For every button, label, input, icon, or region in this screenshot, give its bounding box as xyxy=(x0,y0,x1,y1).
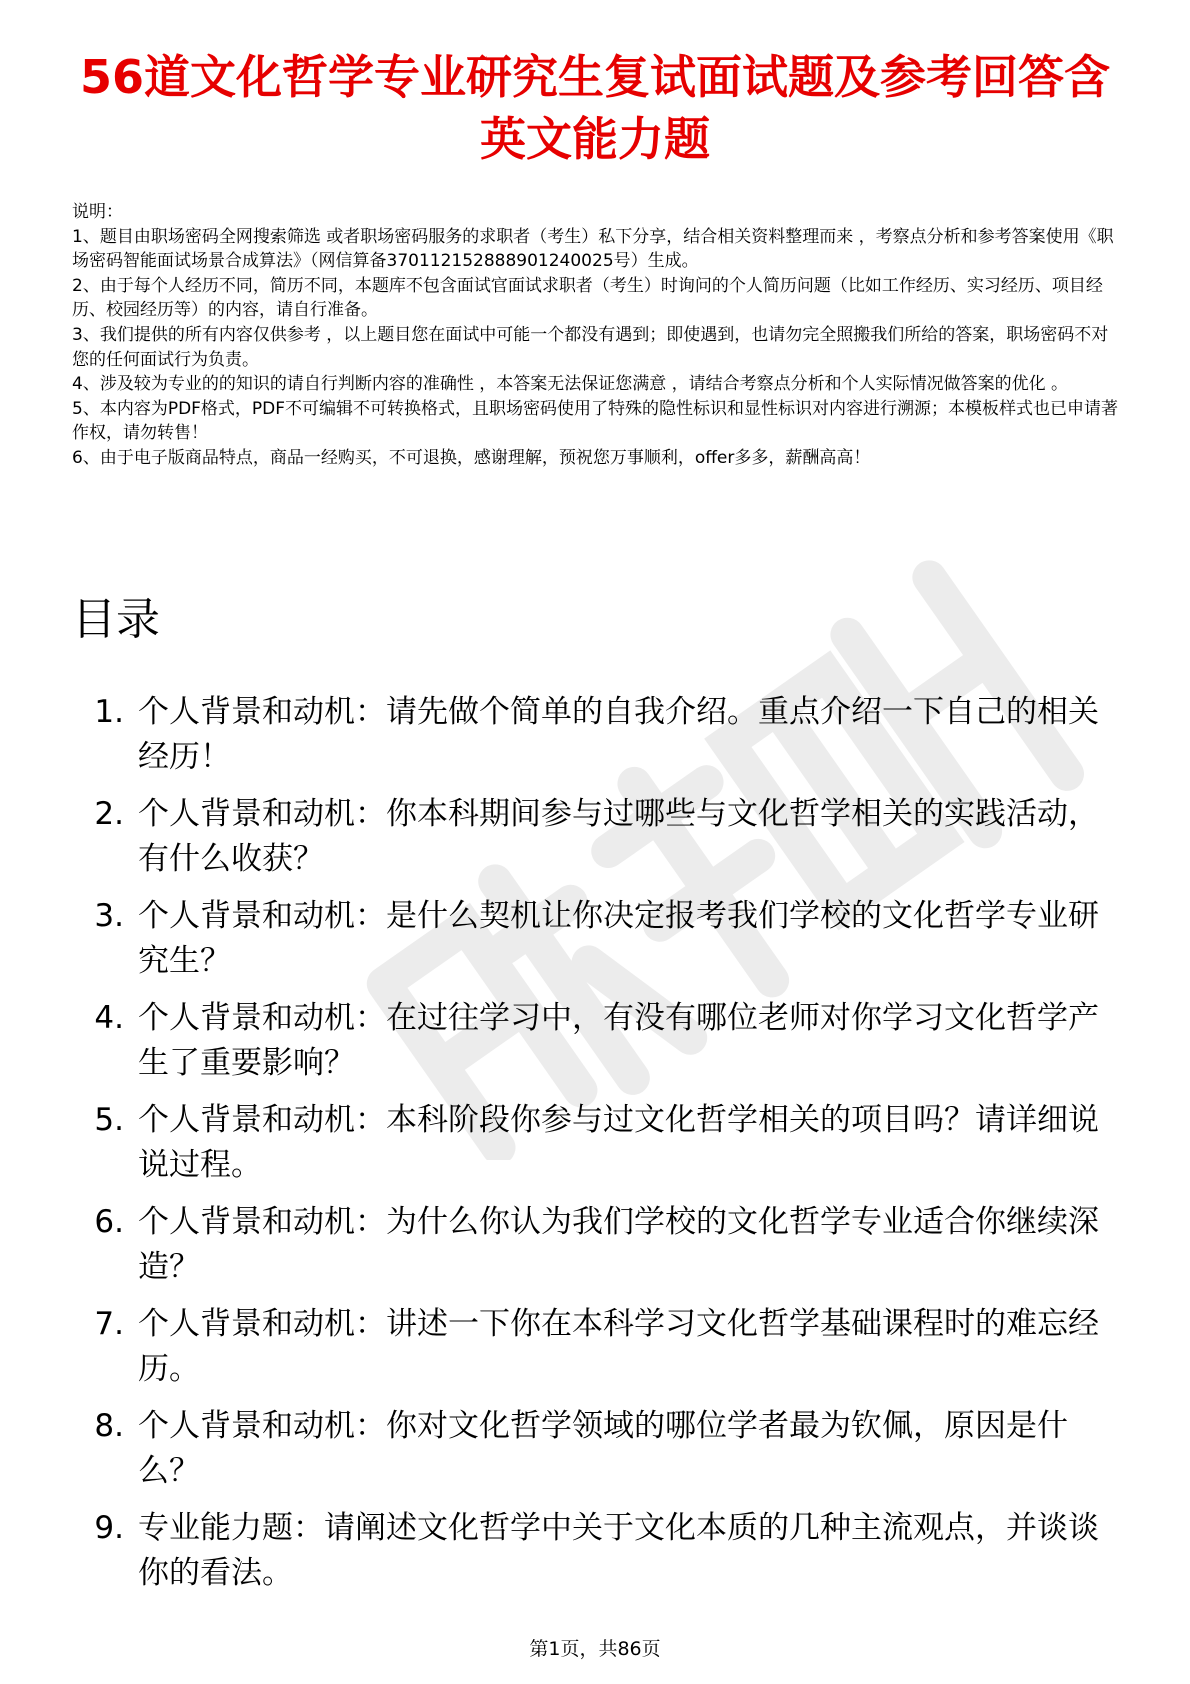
notes-heading: 说明： xyxy=(72,202,123,222)
note-item: 1、题目由职场密码全网搜索筛选 或者职场密码服务的求职者（考生）私下分享，结合相关资料整理而来 ，考察点分析和参考答案使用《职场密码智能面试场景合成算法》（网信算备370112152888901240025号）生成。 xyxy=(72,226,1114,272)
note-item: 2、由于每个人经历不同，简历不同，本题库不包含面试官面试求职者（考生）时询问的个人简历问题（比如工作经历、实习经历、项目经历、校园经历等）的内容，请自行准备。 xyxy=(72,275,1103,321)
toc-item-number: 1. xyxy=(94,694,124,730)
toc-item-number: 8. xyxy=(94,1408,124,1444)
toc-heading: 目录 xyxy=(72,594,160,645)
toc-item-text: 个人背景和动机：是什么契机让你决定报考我们学校的文化哲学专业研究生？ xyxy=(138,898,1099,979)
toc-item-number: 5. xyxy=(94,1102,124,1138)
toc-item-number: 9. xyxy=(94,1510,124,1546)
toc-list xyxy=(72,690,1122,1608)
toc-item-text: 个人背景和动机：为什么你认为我们学校的文化哲学专业适合你继续深造？ xyxy=(138,1204,1099,1285)
toc-item-text: 个人背景和动机：讲述一下你在本科学习文化哲学基础课程时的难忘经历。 xyxy=(138,1306,1099,1387)
note-item: 3、我们提供的所有内容仅供参考 ，以上题目您在面试中可能一个都没有遇到；即使遇到，也请勿完全照搬我们所给的答案，职场密码不对您的任何面试行为负责。 xyxy=(72,324,1109,370)
note-item: 5、本内容为PDF格式，PDF不可编辑不可转换格式，且职场密码使用了特殊的隐性标识和显性标识对内容进行溯源；本模板样式也已申请著作权，请勿转售！ xyxy=(72,398,1119,444)
toc-item[interactable] xyxy=(72,996,1122,1086)
toc-item-text: 个人背景和动机：在过往学习中，有没有哪位老师对你学习文化哲学产生了重要影响？ xyxy=(138,1000,1099,1081)
note-item: 4、涉及较为专业的的知识的请自行判断内容的准确性 ，本答案无法保证您满意 ，请结合考察点分析和个人实际情况做答案的优化 。 xyxy=(72,374,1069,395)
toc-item[interactable] xyxy=(72,1404,1122,1494)
toc-item-number: 4. xyxy=(94,1000,124,1036)
toc-item-number: 7. xyxy=(94,1306,124,1342)
page-footer: 第1页，共86页 xyxy=(529,1638,661,1660)
toc-item-number: 2. xyxy=(94,796,124,832)
toc-item[interactable] xyxy=(72,1098,1122,1188)
toc-item[interactable] xyxy=(72,1200,1122,1290)
toc-item-number: 3. xyxy=(94,898,124,934)
toc-item-text: 个人背景和动机：请先做个简单的自我介绍。重点介绍一下自己的相关经历！ xyxy=(138,694,1099,775)
toc-item-text: 个人背景和动机：你本科期间参与过哪些与文化哲学相关的实践活动，有什么收获？ xyxy=(138,796,1099,877)
toc-item[interactable] xyxy=(72,1506,1122,1596)
toc-item[interactable] xyxy=(72,792,1122,882)
toc-item[interactable] xyxy=(72,1302,1122,1392)
note-item: 6、由于电子版商品特点，商品一经购买，不可退换，感谢理解，预祝您万事顺利，offer多多，薪酬高高！ xyxy=(72,447,871,468)
toc-item-text: 个人背景和动机：本科阶段你参与过文化哲学相关的项目吗？请详细说说过程。 xyxy=(138,1102,1099,1183)
toc-item-number: 6. xyxy=(94,1204,124,1240)
toc-item-text: 个人背景和动机：你对文化哲学领域的哪位学者最为钦佩，原因是什么？ xyxy=(138,1408,1068,1489)
toc-item[interactable] xyxy=(72,690,1122,780)
toc-item-text: 专业能力题：请阐述文化哲学中关于文化本质的几种主流观点，并谈谈你的看法。 xyxy=(138,1510,1099,1591)
notes-section xyxy=(72,200,1122,471)
page-title: 56道文化哲学专业研究生复试面试题及参考回答含英文能力题 xyxy=(79,50,1110,166)
toc-item[interactable] xyxy=(72,894,1122,984)
